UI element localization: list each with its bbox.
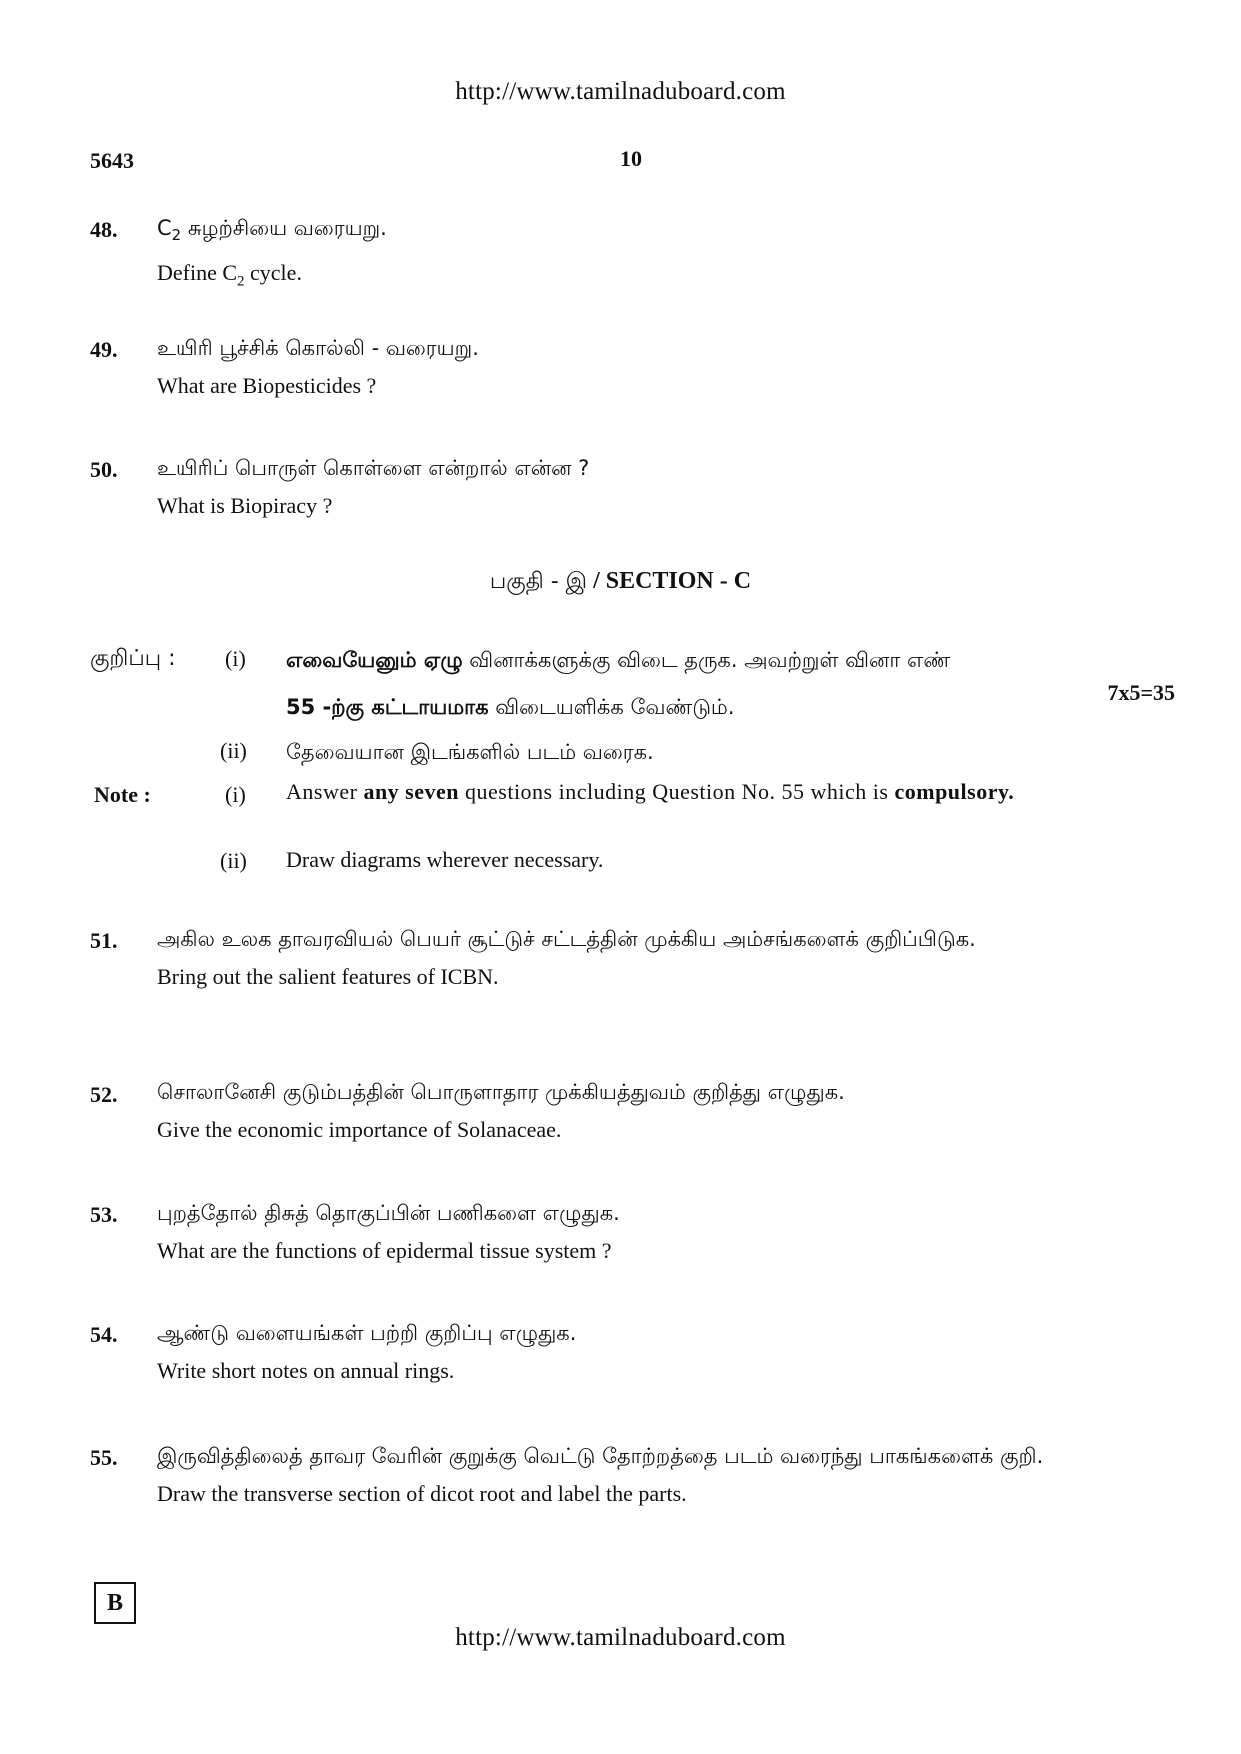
footer-url: http://www.tamilnaduboard.com (455, 1624, 786, 1651)
booklet-letter-box: B (94, 1582, 136, 1624)
question-tamil: இருவித்திலைத் தாவர வேரின் குறுக்கு வெட்டு தோற்றத்தை படம் வரைந்து பாகங்களைக் குறி. (157, 1444, 1044, 1468)
question-number: 48. (90, 217, 118, 242)
question-english: What are Biopesticides ? (157, 373, 377, 398)
note-tamil-i: எவையேனும் ஏழு வினாக்களுக்கு விடை தருக. அவற்றுள் வினா எண் 55 -ற்கு கட்டாயமாக விடையளிக்க வேண்டும். (286, 648, 951, 719)
question-50 (157, 450, 1127, 524)
question-number: 53. (90, 1202, 118, 1227)
section-heading-tamil: பகுதி - இ (489, 569, 588, 594)
question-tamil: அகில உலக தாவரவியல் பெயர் சூட்டுச் சட்டத்தின் முக்கிய அம்சங்களைக் குறிப்பிடுக. (157, 927, 976, 951)
note-label-tamil: குறிப்பு : (90, 646, 176, 671)
question-number: 52. (90, 1082, 118, 1107)
note-english-i: Answer any seven questions including Question No. 55 which is compulsory. (286, 779, 1015, 804)
note-index: (i) (225, 646, 246, 671)
paper-code: 5643 (90, 148, 134, 173)
question-english: What are the functions of epidermal tissue system ? (157, 1238, 612, 1263)
note-label-english: Note : (94, 782, 151, 807)
question-55 (157, 1438, 1127, 1512)
question-english: Write short notes on annual rings. (157, 1358, 455, 1383)
question-tamil: $C_2$ சுழற்சியை வரையறு. (157, 216, 387, 245)
note-english-ii: Draw diagrams wherever necessary. (286, 847, 604, 872)
question-number: 54. (90, 1322, 118, 1347)
question-53 (157, 1195, 1127, 1269)
question-52 (157, 1074, 1127, 1148)
question-english: Define $C_2$ cycle. (157, 260, 302, 290)
question-48 (157, 210, 1127, 301)
marks-allocation: 7x5=35 (1107, 680, 1175, 705)
question-54 (157, 1315, 1127, 1389)
question-49 (157, 330, 1127, 404)
question-tamil: உயிரி பூச்சிக் கொல்லி - வரையறு. (157, 336, 479, 360)
question-tamil: புறத்தோல் திசுத் தொகுப்பின் பணிகளை எழுதுக. (157, 1201, 620, 1225)
note-index: (i) (225, 782, 246, 807)
question-number: 51. (90, 928, 118, 953)
question-number: 55. (90, 1445, 118, 1470)
question-english: Draw the transverse section of dicot root and label the parts. (157, 1481, 687, 1506)
question-tamil: ஆண்டு வளையங்கள் பற்றி குறிப்பு எழுதுக. (157, 1321, 577, 1345)
question-english: Bring out the salient features of ICBN. (157, 964, 499, 989)
question-tamil: சொலானேசி குடும்பத்தின் பொருளாதார முக்கியத்துவம் குறித்து எழுதுக. (157, 1080, 845, 1104)
question-number: 50. (90, 457, 118, 482)
note-tamil-ii: தேவையான இடங்களில் படம் வரைக. (286, 740, 654, 764)
section-heading-english: / SECTION - C (587, 568, 752, 594)
question-english: Give the economic importance of Solanaceae. (157, 1117, 562, 1142)
note-index: (ii) (220, 738, 247, 763)
question-english: What is Biopiracy ? (157, 493, 333, 518)
header-url: http://www.tamilnaduboard.com (455, 78, 786, 105)
question-51 (157, 921, 1127, 995)
question-number: 49. (90, 337, 118, 362)
page-number: 10 (620, 146, 642, 171)
section-heading (0, 568, 1241, 597)
question-tamil: உயிரிப் பொருள் கொள்ளை என்றால் என்ன ? (157, 456, 590, 480)
note-index: (ii) (220, 848, 247, 873)
